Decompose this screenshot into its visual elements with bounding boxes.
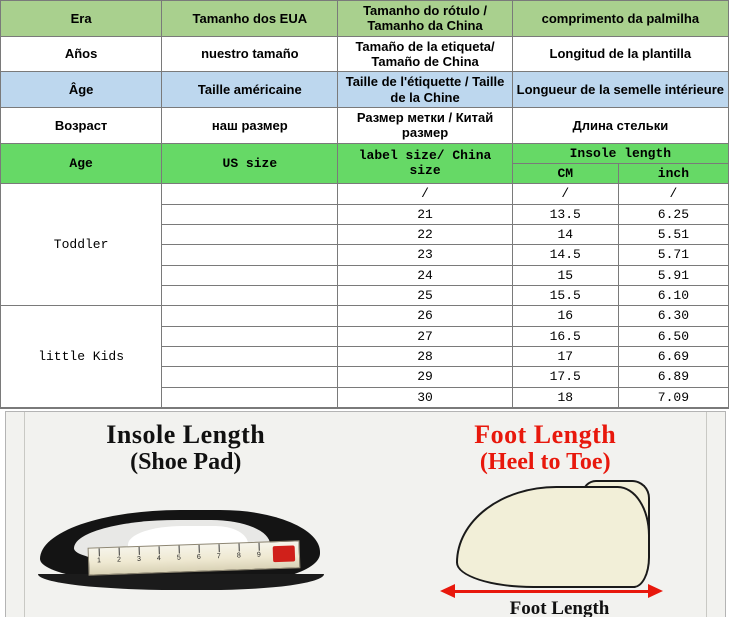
header-insole-ru: Длина стельки <box>512 107 728 143</box>
cell-us-size <box>162 387 338 407</box>
table-row-main-header <box>1 143 729 163</box>
cell-label-size: 21 <box>338 204 512 224</box>
cell-us-size <box>162 285 338 305</box>
cell-inch: 6.10 <box>618 285 728 305</box>
header-label-size: label size/ China size <box>338 143 512 184</box>
cell-inch: 6.25 <box>618 204 728 224</box>
cell-cm: / <box>512 184 618 204</box>
cell-us-size <box>162 204 338 224</box>
cell-cm: 17.5 <box>512 367 618 387</box>
header-era-pt: Era <box>1 1 162 37</box>
cell-us-size <box>162 326 338 346</box>
cell-inch: 6.50 <box>618 326 728 346</box>
header-label-size-ru: Размер метки / Китай размер <box>338 107 512 143</box>
cell-us-size <box>162 245 338 265</box>
cell-inch: 5.51 <box>618 224 728 244</box>
cell-label-size: 22 <box>338 224 512 244</box>
insole-subtitle: (Shoe Pad) <box>130 449 242 475</box>
header-label-size-es: Tamaño de la etiqueta/ Tamaño de China <box>338 36 512 72</box>
header-us-size: US size <box>162 143 338 184</box>
cell-inch: 6.30 <box>618 306 728 326</box>
cell-cm: 17 <box>512 346 618 366</box>
cell-us-size <box>162 224 338 244</box>
cell-label-size: 26 <box>338 306 512 326</box>
header-era-ru: Возраст <box>1 107 162 143</box>
cell-us-size <box>162 346 338 366</box>
arrow-right-icon <box>648 584 663 598</box>
cell-inch: 6.89 <box>618 367 728 387</box>
cell-cm: 15 <box>512 265 618 285</box>
header-insole-length: Insole length <box>512 143 728 163</box>
header-insole-es: Longitud de la plantilla <box>512 36 728 72</box>
cell-inch: / <box>618 184 728 204</box>
header-label-size-fr: Taille de l'étiquette / Taille de la Chine <box>338 72 512 108</box>
measuring-tape-icon: 1 2 3 4 5 6 7 8 9 <box>88 540 301 575</box>
cell-cm: 16.5 <box>512 326 618 346</box>
table-row-header-pt <box>1 1 729 37</box>
cell-cm: 16 <box>512 306 618 326</box>
cell-cm: 13.5 <box>512 204 618 224</box>
cell-label-size: 28 <box>338 346 512 366</box>
header-us-size-pt: Tamanho dos EUA <box>162 1 338 37</box>
header-insole-pt: comprimento da palmilha <box>512 1 728 37</box>
group-label-little-kids: little Kids <box>1 306 162 408</box>
cell-us-size <box>162 184 338 204</box>
cell-label-size: 30 <box>338 387 512 407</box>
table-row <box>1 306 729 326</box>
tape-marker-icon <box>273 545 296 562</box>
header-us-size-es: nuestro tamaño <box>162 36 338 72</box>
table-row-header-es <box>1 36 729 72</box>
cell-label-size: / <box>338 184 512 204</box>
illustration-panel <box>5 411 726 617</box>
header-insole-fr: Longueur de la semelle intérieure <box>512 72 728 108</box>
cell-inch: 5.71 <box>618 245 728 265</box>
foot-illustration <box>366 412 726 617</box>
table-row <box>1 184 729 204</box>
shoe-diagram <box>28 504 346 609</box>
arrow-left-icon <box>440 584 455 598</box>
cell-label-size: 29 <box>338 367 512 387</box>
cell-cm: 18 <box>512 387 618 407</box>
foot-title: Foot Length <box>474 419 617 449</box>
insole-illustration <box>6 412 366 617</box>
header-label-size-pt: Tamanho do rótulo / Tamanho da China <box>338 1 512 37</box>
cell-us-size <box>162 265 338 285</box>
measure-line <box>454 590 650 593</box>
table-row-header-fr <box>1 72 729 108</box>
cell-label-size: 23 <box>338 245 512 265</box>
cell-label-size: 27 <box>338 326 512 346</box>
cell-inch: 5.91 <box>618 265 728 285</box>
header-age: Age <box>1 143 162 184</box>
cell-cm: 14 <box>512 224 618 244</box>
foot-diagram <box>396 486 716 616</box>
cell-us-size <box>162 306 338 326</box>
cell-label-size: 25 <box>338 285 512 305</box>
header-era-fr: Âge <box>1 72 162 108</box>
measurement-illustration <box>0 408 729 617</box>
header-us-size-fr: Taille américaine <box>162 72 338 108</box>
cell-inch: 6.69 <box>618 346 728 366</box>
shoe-sole-icon <box>38 574 324 590</box>
foot-icon <box>456 486 650 588</box>
cell-inch: 7.09 <box>618 387 728 407</box>
header-era-es: Años <box>1 36 162 72</box>
foot-length-caption: Foot Length <box>509 597 610 617</box>
cell-us-size <box>162 367 338 387</box>
cell-cm: 14.5 <box>512 245 618 265</box>
cell-label-size: 24 <box>338 265 512 285</box>
insole-title: Insole Length <box>106 419 266 449</box>
header-insole-inch: inch <box>618 163 728 183</box>
table-row-header-ru <box>1 107 729 143</box>
header-insole-cm: CM <box>512 163 618 183</box>
cell-cm: 15.5 <box>512 285 618 305</box>
foot-subtitle: (Heel to Toe) <box>479 449 611 475</box>
group-label-toddler: Toddler <box>1 184 162 306</box>
header-us-size-ru: наш размер <box>162 107 338 143</box>
